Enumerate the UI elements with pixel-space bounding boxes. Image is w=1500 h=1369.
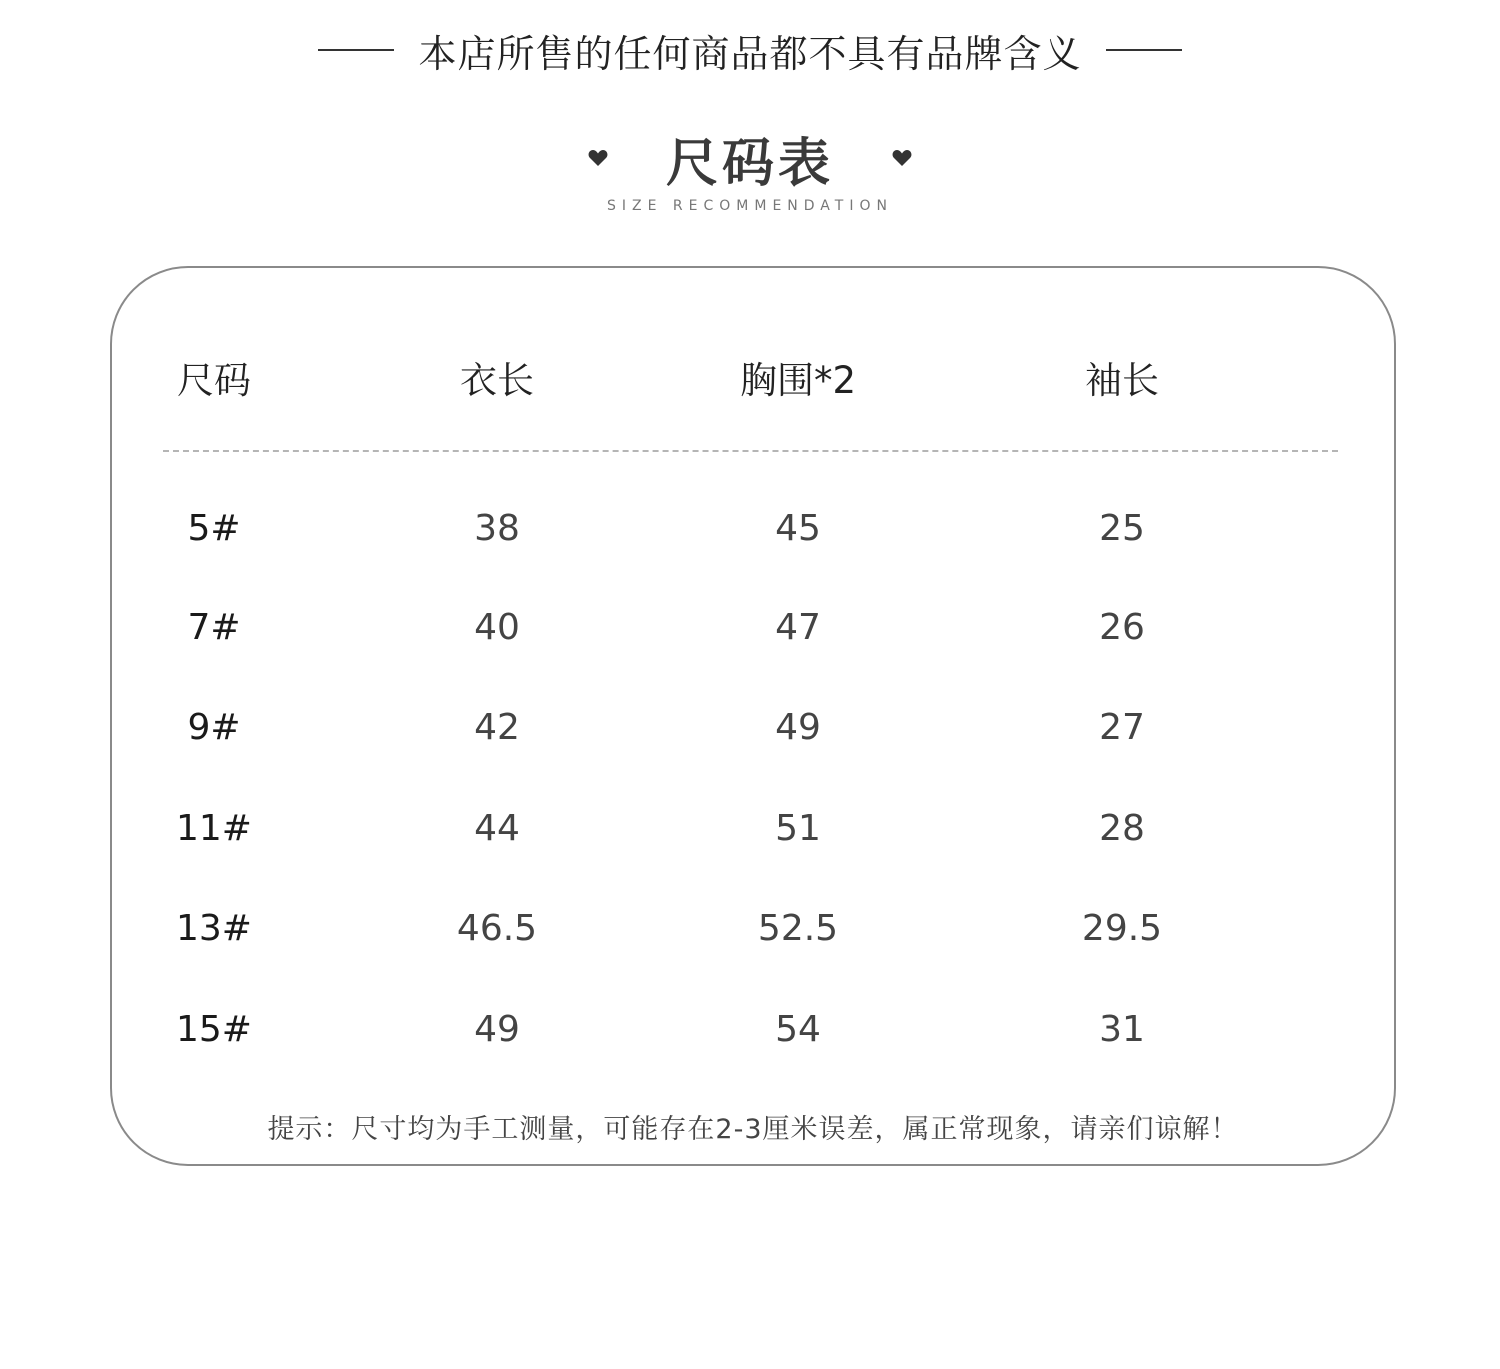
table-cell-size: 7# bbox=[187, 607, 241, 648]
table-cell-chest: 52.5 bbox=[757, 908, 839, 949]
table-cell-length: 46.5 bbox=[456, 908, 538, 949]
table-cell-sleeve: 26 bbox=[1099, 607, 1145, 648]
table-cell-chest: 51 bbox=[775, 808, 821, 849]
page-subtitle: SIZE RECOMMENDATION bbox=[607, 198, 893, 214]
table-cell-size: 15# bbox=[176, 1009, 252, 1050]
disclaimer-text: 本店所售的任何商品都不具有品牌含义 bbox=[418, 31, 1082, 76]
table-cell-sleeve: 25 bbox=[1099, 508, 1145, 549]
page-title: 尺码表 bbox=[665, 133, 834, 194]
table-cell-sleeve: 31 bbox=[1099, 1009, 1145, 1050]
table-cell-sleeve: 27 bbox=[1099, 707, 1145, 748]
left-rule bbox=[318, 49, 394, 51]
table-cell-length: 42 bbox=[474, 707, 520, 748]
table-cell-sleeve: 28 bbox=[1099, 808, 1145, 849]
table-cell-length: 38 bbox=[474, 508, 520, 549]
column-header-sleeve: 袖长 bbox=[1085, 359, 1159, 402]
table-cell-size: 5# bbox=[187, 508, 241, 549]
table-cell-sleeve: 29.5 bbox=[1081, 908, 1163, 949]
heart-icon-left bbox=[588, 149, 608, 167]
table-cell-chest: 54 bbox=[775, 1009, 821, 1050]
disclaimer-banner bbox=[0, 22, 1500, 78]
title-row bbox=[0, 118, 1500, 198]
table-cell-chest: 47 bbox=[775, 607, 821, 648]
column-header-chest: 胸围*2 bbox=[739, 359, 857, 402]
table-cell-size: 9# bbox=[187, 707, 241, 748]
heart-icon-right bbox=[892, 149, 912, 167]
column-header-length: 衣长 bbox=[460, 359, 534, 402]
table-cell-size: 11# bbox=[176, 808, 252, 849]
table-cell-chest: 45 bbox=[775, 508, 821, 549]
table-cell-length: 49 bbox=[474, 1009, 520, 1050]
table-cell-length: 40 bbox=[474, 607, 520, 648]
table-cell-length: 44 bbox=[474, 808, 520, 849]
header-divider bbox=[163, 450, 1338, 452]
column-header-size: 尺码 bbox=[177, 359, 251, 402]
right-rule bbox=[1106, 49, 1182, 51]
measurement-note: 提示：尺寸均为手工测量，可能存在2-3厘米误差，属正常现象，请亲们谅解！ bbox=[267, 1114, 1239, 1145]
table-cell-chest: 49 bbox=[775, 707, 821, 748]
table-cell-size: 13# bbox=[176, 908, 252, 949]
